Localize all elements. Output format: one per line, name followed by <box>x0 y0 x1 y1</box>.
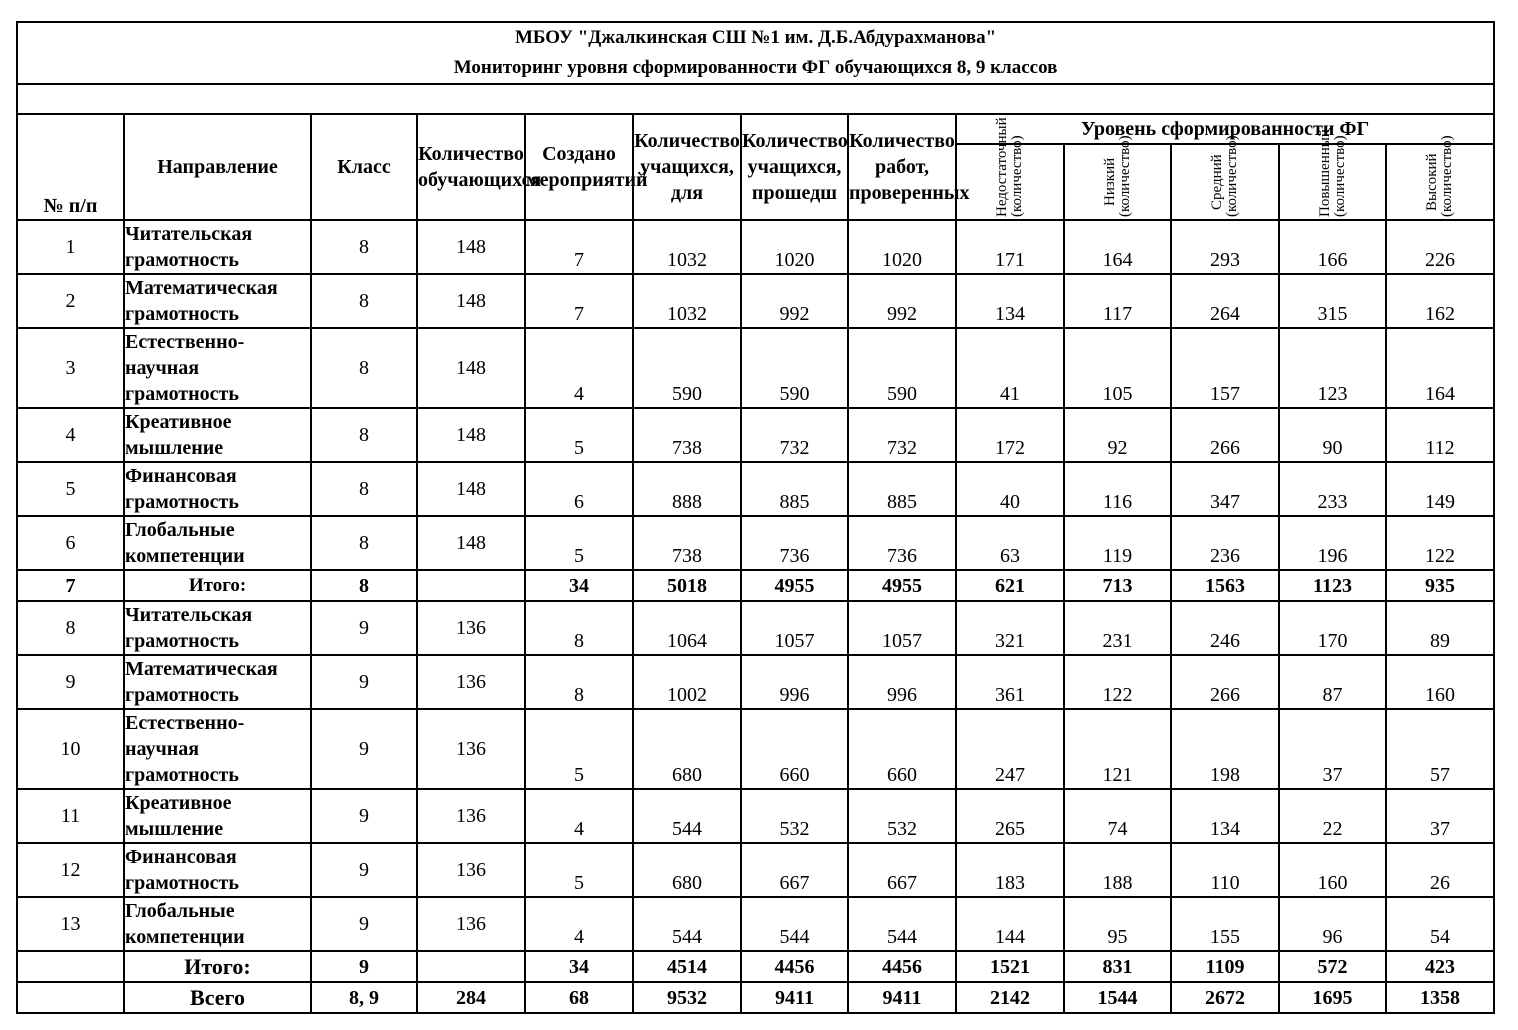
class-cell: 9 <box>311 951 417 982</box>
students-count-cell: 136 <box>417 897 525 951</box>
value-cell-l4: 96 <box>1279 897 1386 951</box>
value-cell-l1: 183 <box>956 843 1064 897</box>
value-cell-l4: 87 <box>1279 655 1386 709</box>
value-cell-l3: 236 <box>1171 516 1279 570</box>
value-cell-l2: 121 <box>1064 709 1171 789</box>
value-cell-l2: 188 <box>1064 843 1171 897</box>
value-cell-passed: 9411 <box>741 982 848 1013</box>
table-row <box>17 843 1494 897</box>
value-cell-l4: 160 <box>1279 843 1386 897</box>
total-row <box>17 570 1494 601</box>
value-cell-l2: 164 <box>1064 220 1171 274</box>
total-row <box>17 982 1494 1013</box>
value-cell-l2: 831 <box>1064 951 1171 982</box>
value-cell-l3: 110 <box>1171 843 1279 897</box>
students-count-cell: 148 <box>417 220 525 274</box>
row-number-cell: 10 <box>17 709 124 789</box>
value-cell-l1: 247 <box>956 709 1064 789</box>
report-title: Мониторинг уровня сформированности ФГ обучающихся 8, 9 классов <box>453 57 1058 78</box>
value-cell-l2: 713 <box>1064 570 1171 601</box>
value-cell-l2: 231 <box>1064 601 1171 655</box>
value-cell-l4: 196 <box>1279 516 1386 570</box>
value-cell-passed: 532 <box>741 789 848 843</box>
class-cell: 9 <box>311 709 417 789</box>
value-cell-passed: 992 <box>741 274 848 328</box>
direction-cell: Финансовая грамотность <box>124 462 311 516</box>
value-cell-l1: 361 <box>956 655 1064 709</box>
value-cell-l3: 266 <box>1171 408 1279 462</box>
direction-cell: Креативное мышление <box>124 789 311 843</box>
value-cell-passed: 885 <box>741 462 848 516</box>
value-cell-for: 9532 <box>633 982 741 1013</box>
events-cell: 5 <box>525 408 633 462</box>
value-cell-l3: 264 <box>1171 274 1279 328</box>
level-low-label: Низкий (количество) <box>1101 135 1133 217</box>
value-cell-for: 738 <box>633 516 741 570</box>
students-count-cell <box>417 570 525 601</box>
value-cell-l4: 1123 <box>1279 570 1386 601</box>
events-cell: 4 <box>525 328 633 408</box>
value-cell-for: 1032 <box>633 220 741 274</box>
value-cell-checked: 4955 <box>848 570 956 601</box>
col-header-direction: Направление <box>124 114 311 220</box>
class-cell: 8 <box>311 274 417 328</box>
report-title-cell <box>17 22 1494 84</box>
value-cell-checked: 992 <box>848 274 956 328</box>
students-count-cell: 148 <box>417 516 525 570</box>
students-count-cell: 148 <box>417 328 525 408</box>
value-cell-l3: 1109 <box>1171 951 1279 982</box>
value-cell-l5: 26 <box>1386 843 1494 897</box>
value-cell-l4: 1695 <box>1279 982 1386 1013</box>
students-count-cell: 136 <box>417 843 525 897</box>
col-header-students-passed-text: Количество учащихся, прошедш <box>742 130 848 204</box>
value-cell-l5: 935 <box>1386 570 1494 601</box>
events-cell: 5 <box>525 516 633 570</box>
value-cell-l3: 246 <box>1171 601 1279 655</box>
value-cell-l1: 41 <box>956 328 1064 408</box>
value-cell-for: 1002 <box>633 655 741 709</box>
events-cell: 4 <box>525 789 633 843</box>
level-raised-label: Повышенный (количество) <box>1316 129 1348 217</box>
direction-cell: Математическая грамотность <box>124 655 311 709</box>
value-cell-for: 544 <box>633 897 741 951</box>
row-number-cell: 13 <box>17 897 124 951</box>
value-cell-l1: 1521 <box>956 951 1064 982</box>
value-cell-passed: 590 <box>741 328 848 408</box>
direction-cell: Глобальные компетенции <box>124 897 311 951</box>
value-cell-l2: 1544 <box>1064 982 1171 1013</box>
direction-cell: Итого: <box>124 570 311 601</box>
class-cell: 8 <box>311 516 417 570</box>
value-cell-passed: 4456 <box>741 951 848 982</box>
events-cell: 34 <box>525 951 633 982</box>
table-row <box>17 516 1494 570</box>
row-number-cell: 3 <box>17 328 124 408</box>
value-cell-l5: 37 <box>1386 789 1494 843</box>
value-cell-l2: 116 <box>1064 462 1171 516</box>
monitoring-table <box>16 21 1495 1014</box>
value-cell-l2: 122 <box>1064 655 1171 709</box>
value-cell-passed: 544 <box>741 897 848 951</box>
value-cell-for: 544 <box>633 789 741 843</box>
value-cell-l4: 233 <box>1279 462 1386 516</box>
table-row <box>17 274 1494 328</box>
value-cell-l3: 157 <box>1171 328 1279 408</box>
value-cell-passed: 1057 <box>741 601 848 655</box>
col-header-works-checked-text: Количество работ, проверенных <box>849 130 970 204</box>
events-cell: 6 <box>525 462 633 516</box>
value-cell-l1: 40 <box>956 462 1064 516</box>
direction-cell: Итого: <box>124 951 311 982</box>
class-cell: 9 <box>311 897 417 951</box>
direction-cell: Читательская грамотность <box>124 601 311 655</box>
table-body <box>17 220 1494 1013</box>
total-row <box>17 951 1494 982</box>
value-cell-l5: 112 <box>1386 408 1494 462</box>
value-cell-passed: 4955 <box>741 570 848 601</box>
row-number-cell: 9 <box>17 655 124 709</box>
school-name: МБОУ "Джалкинская СШ №1 им. Д.Б.Абдурахманова" <box>514 27 997 48</box>
col-header-students-for <box>633 114 741 220</box>
row-number-cell: 2 <box>17 274 124 328</box>
value-cell-for: 4514 <box>633 951 741 982</box>
value-cell-l5: 54 <box>1386 897 1494 951</box>
class-cell: 8, 9 <box>311 982 417 1013</box>
value-cell-passed: 736 <box>741 516 848 570</box>
value-cell-l1: 144 <box>956 897 1064 951</box>
students-count-cell: 136 <box>417 601 525 655</box>
students-count-cell: 136 <box>417 709 525 789</box>
value-cell-for: 590 <box>633 328 741 408</box>
direction-cell: Естественно-научная грамотность <box>124 709 311 789</box>
value-cell-for: 1032 <box>633 274 741 328</box>
value-cell-l2: 119 <box>1064 516 1171 570</box>
direction-cell: Глобальные компетенции <box>124 516 311 570</box>
value-cell-l1: 265 <box>956 789 1064 843</box>
table-row <box>17 709 1494 789</box>
class-cell: 9 <box>311 789 417 843</box>
value-cell-checked: 590 <box>848 328 956 408</box>
value-cell-checked: 4456 <box>848 951 956 982</box>
students-count-cell: 148 <box>417 274 525 328</box>
events-cell: 8 <box>525 601 633 655</box>
level-medium-label: Средний (количество) <box>1209 135 1240 217</box>
value-cell-checked: 9411 <box>848 982 956 1013</box>
value-cell-l5: 423 <box>1386 951 1494 982</box>
value-cell-l4: 166 <box>1279 220 1386 274</box>
value-cell-l2: 74 <box>1064 789 1171 843</box>
value-cell-l2: 92 <box>1064 408 1171 462</box>
events-cell: 5 <box>525 843 633 897</box>
table-row <box>17 601 1494 655</box>
col-header-level-raised <box>1279 129 1386 220</box>
class-cell: 9 <box>311 655 417 709</box>
col-header-students-count-text: Количество обучающихся <box>418 143 542 191</box>
value-cell-checked: 1020 <box>848 220 956 274</box>
col-header-students-count <box>417 114 542 220</box>
value-cell-l3: 198 <box>1171 709 1279 789</box>
row-number-cell: 4 <box>17 408 124 462</box>
value-cell-l1: 172 <box>956 408 1064 462</box>
col-header-events <box>525 114 648 220</box>
class-cell: 8 <box>311 220 417 274</box>
class-cell: 8 <box>311 408 417 462</box>
value-cell-l4: 170 <box>1279 601 1386 655</box>
col-header-students-for-text: Количество учащихся, для <box>634 130 740 204</box>
value-cell-l1: 63 <box>956 516 1064 570</box>
value-cell-for: 5018 <box>633 570 741 601</box>
value-cell-l3: 1563 <box>1171 570 1279 601</box>
value-cell-l3: 347 <box>1171 462 1279 516</box>
value-cell-l4: 22 <box>1279 789 1386 843</box>
value-cell-checked: 732 <box>848 408 956 462</box>
row-number-cell: 5 <box>17 462 124 516</box>
row-number-cell: 1 <box>17 220 124 274</box>
table-row <box>17 462 1494 516</box>
value-cell-l1: 134 <box>956 274 1064 328</box>
col-header-level-medium <box>1171 135 1279 220</box>
students-count-cell: 284 <box>417 982 525 1013</box>
events-cell: 7 <box>525 220 633 274</box>
value-cell-l5: 57 <box>1386 709 1494 789</box>
students-count-cell: 136 <box>417 655 525 709</box>
value-cell-passed: 732 <box>741 408 848 462</box>
value-cell-l5: 149 <box>1386 462 1494 516</box>
level-high-label: Высокий (количество) <box>1424 135 1456 217</box>
value-cell-checked: 996 <box>848 655 956 709</box>
table-row <box>17 408 1494 462</box>
direction-cell: Креативное мышление <box>124 408 311 462</box>
value-cell-checked: 532 <box>848 789 956 843</box>
direction-cell: Математическая грамотность <box>124 274 311 328</box>
direction-cell: Финансовая грамотность <box>124 843 311 897</box>
events-cell: 5 <box>525 709 633 789</box>
col-header-level-high <box>1386 135 1494 220</box>
value-cell-checked: 660 <box>848 709 956 789</box>
value-cell-l4: 572 <box>1279 951 1386 982</box>
class-cell: 9 <box>311 843 417 897</box>
row-number-cell: 6 <box>17 516 124 570</box>
row-number-cell: 7 <box>17 570 124 601</box>
value-cell-l1: 2142 <box>956 982 1064 1013</box>
value-cell-l5: 160 <box>1386 655 1494 709</box>
value-cell-l4: 123 <box>1279 328 1386 408</box>
value-cell-for: 1064 <box>633 601 741 655</box>
col-header-works-checked <box>848 114 970 220</box>
direction-cell: Читательская грамотность <box>124 220 311 274</box>
events-cell: 4 <box>525 897 633 951</box>
table-row <box>17 789 1494 843</box>
spacer-row <box>17 84 1494 114</box>
value-cell-l3: 134 <box>1171 789 1279 843</box>
value-cell-for: 680 <box>633 843 741 897</box>
col-header-students-passed <box>741 114 848 220</box>
table-row <box>17 655 1494 709</box>
events-cell: 34 <box>525 570 633 601</box>
value-cell-for: 738 <box>633 408 741 462</box>
value-cell-l5: 162 <box>1386 274 1494 328</box>
value-cell-l3: 2672 <box>1171 982 1279 1013</box>
value-cell-passed: 660 <box>741 709 848 789</box>
students-count-cell: 148 <box>417 462 525 516</box>
row-number-cell: 12 <box>17 843 124 897</box>
value-cell-l5: 1358 <box>1386 982 1494 1013</box>
row-number-cell: 11 <box>17 789 124 843</box>
students-count-cell <box>417 951 525 982</box>
table-row <box>17 220 1494 274</box>
value-cell-l2: 105 <box>1064 328 1171 408</box>
level-insufficient-label: Недостаточный (количество) <box>994 117 1025 217</box>
value-cell-l1: 171 <box>956 220 1064 274</box>
class-cell: 8 <box>311 462 417 516</box>
value-cell-l3: 293 <box>1171 220 1279 274</box>
row-number-cell <box>17 982 124 1013</box>
value-cell-l1: 321 <box>956 601 1064 655</box>
value-cell-for: 680 <box>633 709 741 789</box>
col-header-events-text: Создано мероприятий <box>526 143 648 191</box>
value-cell-l4: 37 <box>1279 709 1386 789</box>
direction-cell: Естественно-научная грамотность <box>124 328 311 408</box>
value-cell-l2: 117 <box>1064 274 1171 328</box>
direction-cell: Всего <box>124 982 311 1013</box>
class-cell: 9 <box>311 601 417 655</box>
value-cell-l5: 164 <box>1386 328 1494 408</box>
table-row <box>17 897 1494 951</box>
col-header-num: № п/п <box>17 114 124 220</box>
value-cell-passed: 996 <box>741 655 848 709</box>
value-cell-l3: 155 <box>1171 897 1279 951</box>
events-cell: 68 <box>525 982 633 1013</box>
col-header-level-low <box>1064 135 1171 220</box>
events-cell: 7 <box>525 274 633 328</box>
events-cell: 8 <box>525 655 633 709</box>
col-header-level-insufficient <box>956 117 1064 220</box>
value-cell-checked: 736 <box>848 516 956 570</box>
col-header-class: Класс <box>311 114 417 220</box>
value-cell-checked: 544 <box>848 897 956 951</box>
value-cell-checked: 667 <box>848 843 956 897</box>
value-cell-l3: 266 <box>1171 655 1279 709</box>
value-cell-l2: 95 <box>1064 897 1171 951</box>
value-cell-passed: 667 <box>741 843 848 897</box>
value-cell-checked: 885 <box>848 462 956 516</box>
table-row <box>17 328 1494 408</box>
row-number-cell <box>17 951 124 982</box>
value-cell-l5: 89 <box>1386 601 1494 655</box>
class-cell: 8 <box>311 570 417 601</box>
row-number-cell: 8 <box>17 601 124 655</box>
value-cell-l4: 90 <box>1279 408 1386 462</box>
value-cell-l1: 621 <box>956 570 1064 601</box>
col-header-level-group: Уровень сформированности ФГ <box>956 114 1494 144</box>
value-cell-checked: 1057 <box>848 601 956 655</box>
value-cell-passed: 1020 <box>741 220 848 274</box>
class-cell: 8 <box>311 328 417 408</box>
value-cell-l5: 122 <box>1386 516 1494 570</box>
value-cell-l5: 226 <box>1386 220 1494 274</box>
value-cell-l4: 315 <box>1279 274 1386 328</box>
value-cell-for: 888 <box>633 462 741 516</box>
students-count-cell: 148 <box>417 408 525 462</box>
students-count-cell: 136 <box>417 789 525 843</box>
